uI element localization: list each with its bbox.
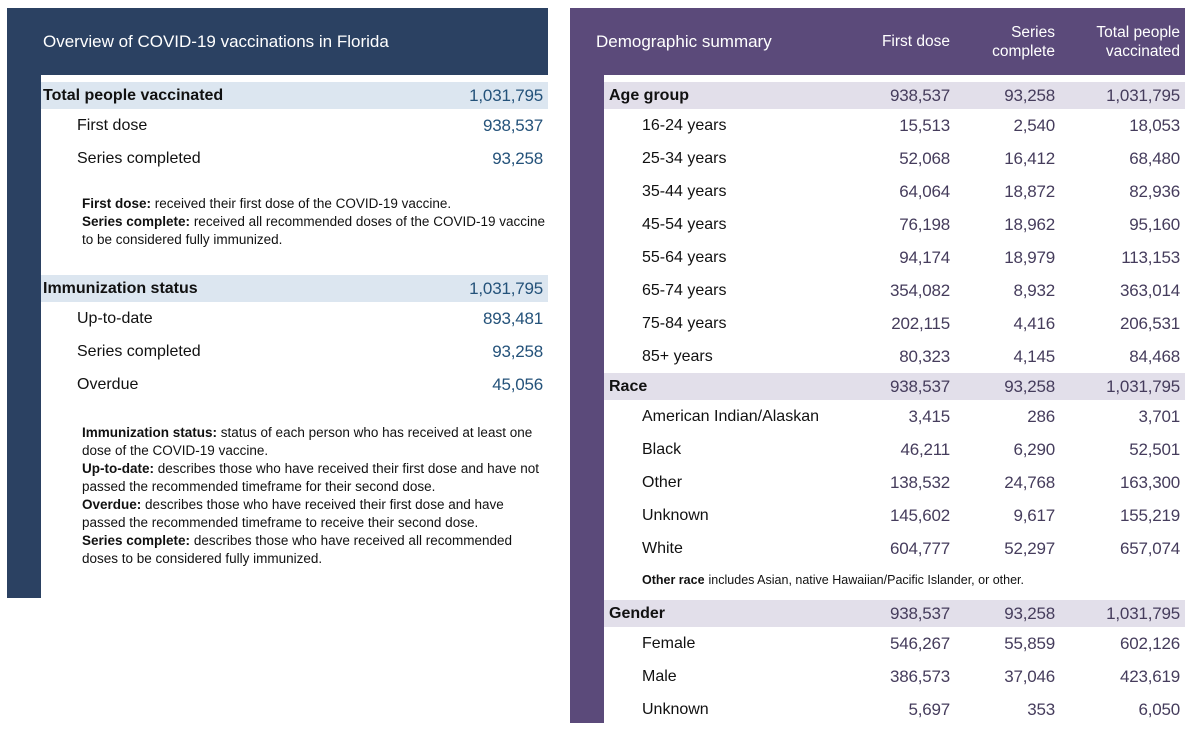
table-row <box>41 302 548 335</box>
total-vaccinated-value: 155,219 <box>1119 505 1180 525</box>
row-value: 93,258 <box>492 341 543 361</box>
definition-text: describes those who have received their first dose and have passed the recommended timeframe to receive their second dose. <box>82 497 504 530</box>
series-complete-value: 286 <box>1027 406 1055 426</box>
first-dose-value: 94,174 <box>899 247 950 267</box>
group-row-gender <box>604 600 1185 627</box>
first-dose-value: 938,537 <box>889 85 950 105</box>
first-dose-value: 604,777 <box>889 538 950 558</box>
overview-panel-body <box>41 82 548 568</box>
row-label: 65-74 years <box>642 281 727 299</box>
total-vaccinated-value: 68,480 <box>1129 148 1180 168</box>
group-label: Immunization status <box>43 279 198 297</box>
demographic-panel-body <box>604 82 1185 726</box>
total-vaccinated-value: 95,160 <box>1129 214 1180 234</box>
first-dose-value: 938,537 <box>889 603 950 623</box>
column-header-total-vaccinated: Total people vaccinated <box>1096 23 1180 60</box>
row-label: Series completed <box>77 342 201 360</box>
row-label: Black <box>642 440 682 458</box>
table-row <box>604 109 1185 142</box>
row-label: First dose <box>77 116 148 134</box>
definition-text: describes those who have received their first dose and have not passed the recommended timeframe for their second dose. <box>82 461 539 494</box>
first-dose-value: 3,415 <box>908 406 950 426</box>
definition-text: received all recommended doses of the COVID-19 vaccine to be considered fully immunized. <box>82 214 545 247</box>
total-vaccinated-value: 363,014 <box>1119 280 1180 300</box>
row-label: 45-54 years <box>642 215 727 233</box>
row-label: 85+ years <box>642 347 713 365</box>
table-row <box>604 499 1185 532</box>
group-row-race <box>604 373 1185 400</box>
table-row <box>604 627 1185 660</box>
footnote-text: includes Asian, native Hawaiian/Pacific Islander, or other. <box>708 573 1024 587</box>
status-definitions <box>82 424 545 568</box>
table-row <box>41 109 548 142</box>
table-row <box>604 241 1185 274</box>
row-label: Unknown <box>642 700 709 718</box>
row-value: 893,481 <box>482 308 543 328</box>
total-vaccinated-value: 1,031,795 <box>1106 376 1180 396</box>
series-complete-value: 18,979 <box>1004 247 1055 267</box>
group-label: Age group <box>609 86 689 104</box>
demographic-panel <box>570 8 1185 726</box>
first-dose-value: 202,115 <box>891 313 950 333</box>
first-dose-value: 138,532 <box>889 472 950 492</box>
first-dose-value: 46,211 <box>900 439 950 459</box>
table-row <box>604 693 1185 726</box>
series-complete-value: 353 <box>1027 699 1055 719</box>
table-row <box>604 340 1185 373</box>
table-row <box>604 532 1185 565</box>
series-complete-value: 16,412 <box>1004 148 1055 168</box>
total-vaccinated-value: 52,501 <box>1129 439 1180 459</box>
group-label: Total people vaccinated <box>43 86 224 104</box>
row-label: 75-84 years <box>642 314 727 332</box>
series-complete-value: 93,258 <box>1004 376 1055 396</box>
row-value: 45,056 <box>492 374 543 394</box>
definition <box>82 496 545 532</box>
table-row <box>604 400 1185 433</box>
series-complete-value: 93,258 <box>1004 603 1055 623</box>
series-complete-value: 4,416 <box>1013 313 1055 333</box>
row-label: Series completed <box>77 149 201 167</box>
row-label: Male <box>642 667 677 685</box>
total-vaccinated-value: 113,153 <box>1121 247 1180 267</box>
first-dose-value: 80,323 <box>899 346 950 366</box>
first-dose-value: 145,602 <box>889 505 950 525</box>
definition-term: Immunization status: <box>82 425 218 440</box>
series-complete-value: 18,872 <box>1004 181 1055 201</box>
row-label: Overdue <box>77 375 139 393</box>
table-row <box>41 368 548 401</box>
table-row <box>604 142 1185 175</box>
series-complete-value: 37,046 <box>1004 666 1055 686</box>
demographic-panel-title: Demographic summary <box>596 31 772 51</box>
series-complete-value: 9,617 <box>1013 505 1055 525</box>
group-label: Gender <box>609 604 666 622</box>
table-row <box>604 274 1185 307</box>
series-complete-value: 6,290 <box>1013 439 1055 459</box>
row-label: Unknown <box>642 506 709 524</box>
row-label: 25-34 years <box>642 149 727 167</box>
first-dose-value: 52,068 <box>899 148 950 168</box>
series-complete-value: 52,297 <box>1004 538 1055 558</box>
total-vaccinated-value: 423,619 <box>1119 666 1180 686</box>
definition <box>82 213 545 249</box>
table-row <box>604 433 1185 466</box>
total-vaccinated-value: 18,053 <box>1129 115 1180 135</box>
definition <box>82 460 545 496</box>
overview-panel <box>7 8 548 568</box>
total-vaccinated-value: 657,074 <box>1119 538 1180 558</box>
first-dose-value: 64,064 <box>899 181 950 201</box>
group-row-total-people-vaccinated <box>41 82 548 109</box>
series-complete-value: 8,932 <box>1013 280 1055 300</box>
table-row <box>604 175 1185 208</box>
group-row-immunization-status <box>41 275 548 302</box>
first-dose-value: 76,198 <box>899 214 950 234</box>
total-vaccinated-value: 6,050 <box>1138 699 1180 719</box>
row-label: Female <box>642 634 696 652</box>
definition <box>82 532 545 568</box>
total-vaccinated-value: 602,126 <box>1119 633 1180 653</box>
race-footnote <box>604 565 1185 595</box>
total-vaccinated-value: 163,300 <box>1119 472 1180 492</box>
definition-term: First dose: <box>82 196 152 211</box>
definition <box>82 195 545 213</box>
first-dose-value: 386,573 <box>889 666 950 686</box>
column-header-first-dose: First dose <box>881 33 950 50</box>
definition-term: Series complete: <box>82 214 191 229</box>
row-value: 938,537 <box>482 115 543 135</box>
total-vaccinated-value: 1,031,795 <box>1106 85 1180 105</box>
footnote-term: Other race <box>642 573 705 587</box>
total-vaccinated-value: 84,468 <box>1129 346 1180 366</box>
series-complete-value: 4,145 <box>1013 346 1055 366</box>
row-label: Up-to-date <box>77 309 153 327</box>
overview-accent-strip <box>7 8 41 598</box>
overview-panel-title: Overview of COVID-19 vaccinations in Florida <box>43 31 389 51</box>
definition-term: Overdue: <box>82 497 142 512</box>
series-complete-value: 24,768 <box>1004 472 1055 492</box>
group-row-age-group <box>604 82 1185 109</box>
group-label: Race <box>609 377 648 395</box>
definition-term: Series complete: <box>82 533 191 548</box>
first-dose-value: 938,537 <box>889 376 950 396</box>
overview-panel-header <box>7 8 548 75</box>
table-row <box>41 142 548 175</box>
definition <box>82 424 545 460</box>
total-vaccinated-value: 206,531 <box>1119 313 1180 333</box>
group-value: 1,031,795 <box>469 278 543 298</box>
column-header-series-complete: Series complete <box>992 23 1055 60</box>
definition-text: status of each person who has received at least one dose of the COVID-19 vaccine. <box>82 425 533 458</box>
series-complete-value: 55,859 <box>1004 633 1055 653</box>
row-label: White <box>642 539 683 557</box>
dose-definitions <box>82 195 545 249</box>
demographic-accent-strip <box>570 8 604 723</box>
definition-term: Up-to-date: <box>82 461 154 476</box>
table-row <box>604 208 1185 241</box>
row-label: 35-44 years <box>642 182 727 200</box>
first-dose-value: 15,513 <box>899 115 950 135</box>
row-label: 16-24 years <box>642 116 727 134</box>
table-row <box>604 307 1185 340</box>
series-complete-value: 2,540 <box>1013 115 1055 135</box>
definition-text: describes those who have received all recommended doses to be considered fully immunized. <box>82 533 512 566</box>
series-complete-value: 18,962 <box>1004 214 1055 234</box>
row-label: American Indian/Alaskan <box>642 407 819 425</box>
row-value: 93,258 <box>492 148 543 168</box>
first-dose-value: 354,082 <box>889 280 950 300</box>
total-vaccinated-value: 82,936 <box>1129 181 1180 201</box>
demographic-panel-header <box>570 8 1185 75</box>
first-dose-value: 5,697 <box>908 699 950 719</box>
table-row <box>41 335 548 368</box>
row-label: 55-64 years <box>642 248 727 266</box>
table-row <box>604 466 1185 499</box>
total-vaccinated-value: 3,701 <box>1138 406 1180 426</box>
row-label: Other <box>642 473 683 491</box>
total-vaccinated-value: 1,031,795 <box>1106 603 1180 623</box>
table-row <box>604 660 1185 693</box>
definition-text: received their first dose of the COVID-19 vaccine. <box>154 196 452 211</box>
group-value: 1,031,795 <box>469 85 543 105</box>
series-complete-value: 93,258 <box>1004 85 1055 105</box>
first-dose-value: 546,267 <box>889 633 950 653</box>
